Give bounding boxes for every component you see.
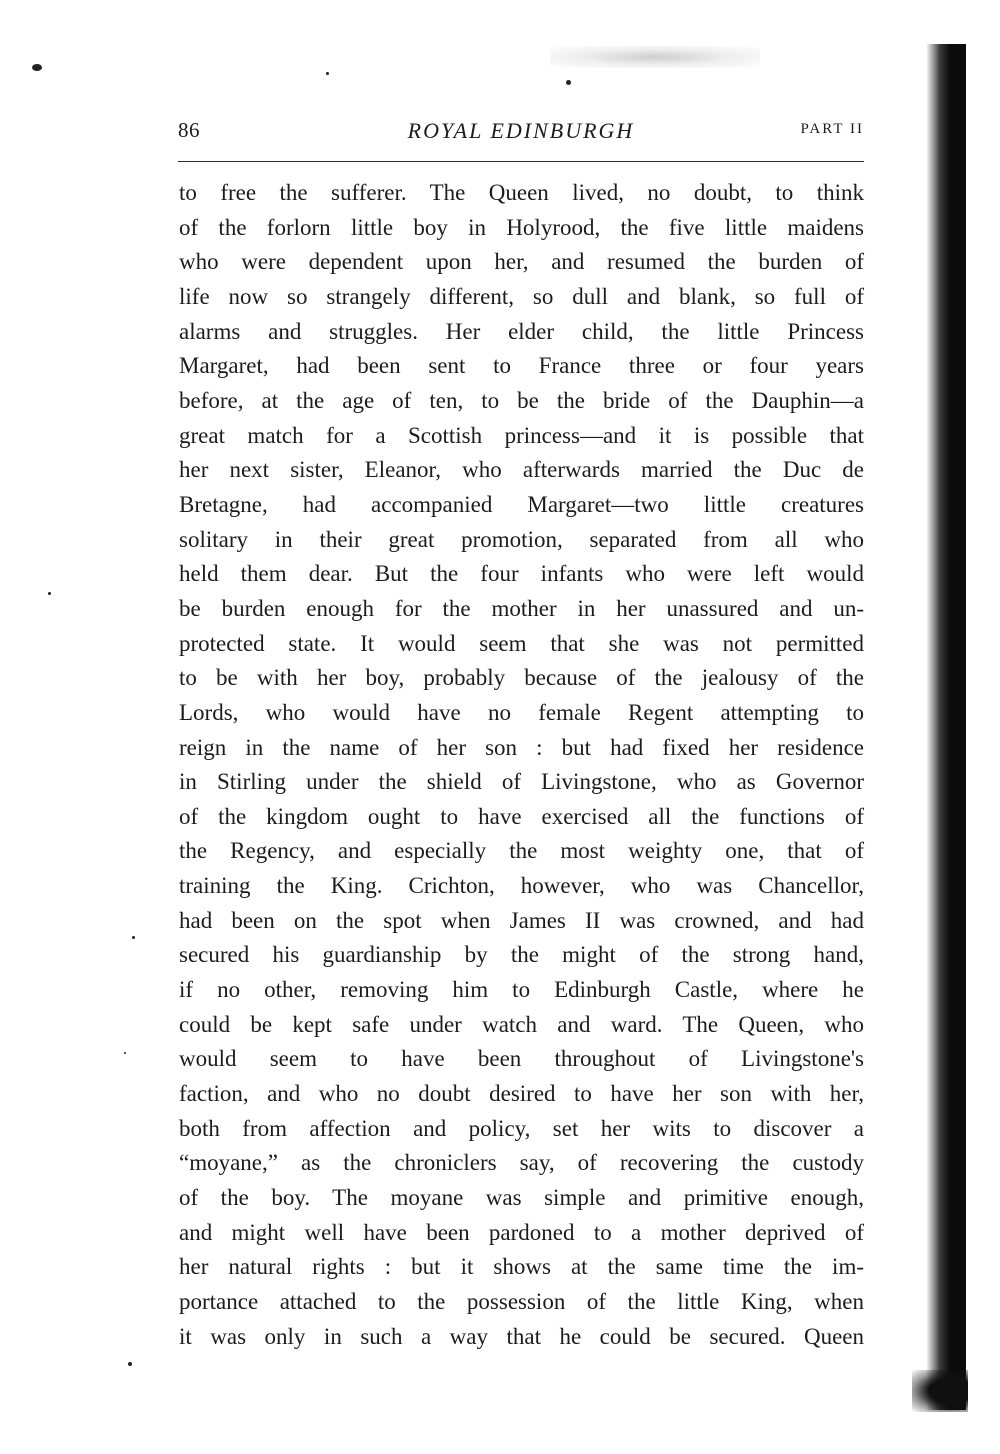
running-title: ROYAL EDINBURGH [407, 118, 635, 143]
text-line: great match for a Scottish princess—and it is possible that [179, 422, 864, 448]
scan-speck [48, 592, 51, 595]
text-line: training the King. Crichton, however, who was Chancellor, [179, 873, 864, 899]
text-line: to be with her boy, probably because of the jealousy of the [179, 665, 864, 691]
running-header [178, 118, 864, 152]
text-line: and might well have been pardoned to a mother deprived of [179, 1219, 864, 1245]
text-line: both from affection and policy, set her wits to discover a [179, 1115, 864, 1141]
text-line: faction, and who no doubt desired to have her son with her, [179, 1081, 864, 1107]
text-line: would seem to have been throughout of Livingstone's [179, 1046, 864, 1072]
text-line: be burden enough for the mother in her unassured and un- [179, 595, 864, 621]
text-line: the Regency, and especially the most weighty one, that of [179, 838, 864, 864]
text-line: it was only in such a way that he could be secured. Queen [179, 1323, 864, 1349]
page-number: 86 [178, 118, 200, 142]
scan-speck [132, 936, 135, 939]
text-line: if no other, removing him to Edinburgh Castle, where he [179, 977, 864, 1003]
header-rule [178, 161, 864, 162]
text-line: held them dear. But the four infants who were left would [179, 561, 864, 587]
text-line: alarms and struggles. Her elder child, the little Princess [179, 318, 864, 344]
text-line: had been on the spot when James II was crowned, and had [179, 907, 864, 933]
scan-speck [128, 1362, 132, 1366]
scan-speck [124, 1052, 126, 1054]
text-line: of the kingdom ought to have exercised all the functions of [179, 803, 864, 829]
text-line: Bretagne, had accompanied Margaret—two little creatures [179, 491, 864, 517]
scan-edge-shadow [926, 44, 966, 1410]
text-line: portance attached to the possession of the little King, when [179, 1289, 864, 1314]
part-label: PART II [800, 121, 864, 137]
text-line: of the boy. The moyane was simple and primitive enough, [179, 1185, 864, 1211]
scan-speck [566, 80, 571, 85]
text-line: solitary in their great promotion, separated from all who [179, 526, 864, 552]
text-line: her next sister, Eleanor, who afterwards married the Duc de [179, 457, 864, 483]
body-text [179, 176, 864, 1354]
text-line: in Stirling under the shield of Livingstone, who as Governor [179, 769, 864, 795]
text-line: life now so strangely different, so dull and blank, so full of [179, 283, 864, 309]
text-line: Margaret, had been sent to France three or four years [179, 353, 864, 379]
scan-speck [32, 64, 42, 71]
text-line: secured his guardianship by the might of the strong hand, [179, 942, 864, 968]
text-line: who were dependent upon her, and resumed the burden of [179, 249, 864, 275]
text-line: her natural rights : but it shows at the same time the im- [179, 1254, 864, 1280]
scan-edge-blot [912, 1370, 968, 1412]
text-line: to free the sufferer. The Queen lived, no doubt, to think [179, 180, 864, 205]
text-line: protected state. It would seem that she was not permitted [179, 630, 864, 656]
text-line: of the forlorn little boy in Holyrood, the five little maidens [179, 214, 864, 240]
text-line: reign in the name of her son : but had fixed her residence [179, 734, 864, 760]
scan-speck [326, 72, 329, 75]
text-line: could be kept safe under watch and ward. The Queen, who [179, 1011, 864, 1037]
text-line: Lords, who would have no female Regent attempting to [179, 699, 864, 725]
scan-smudge [550, 46, 760, 68]
text-line: before, at the age of ten, to be the bride of the Dauphin—a [179, 387, 864, 413]
text-line: “moyane,” as the chroniclers say, of recovering the custody [179, 1150, 864, 1176]
